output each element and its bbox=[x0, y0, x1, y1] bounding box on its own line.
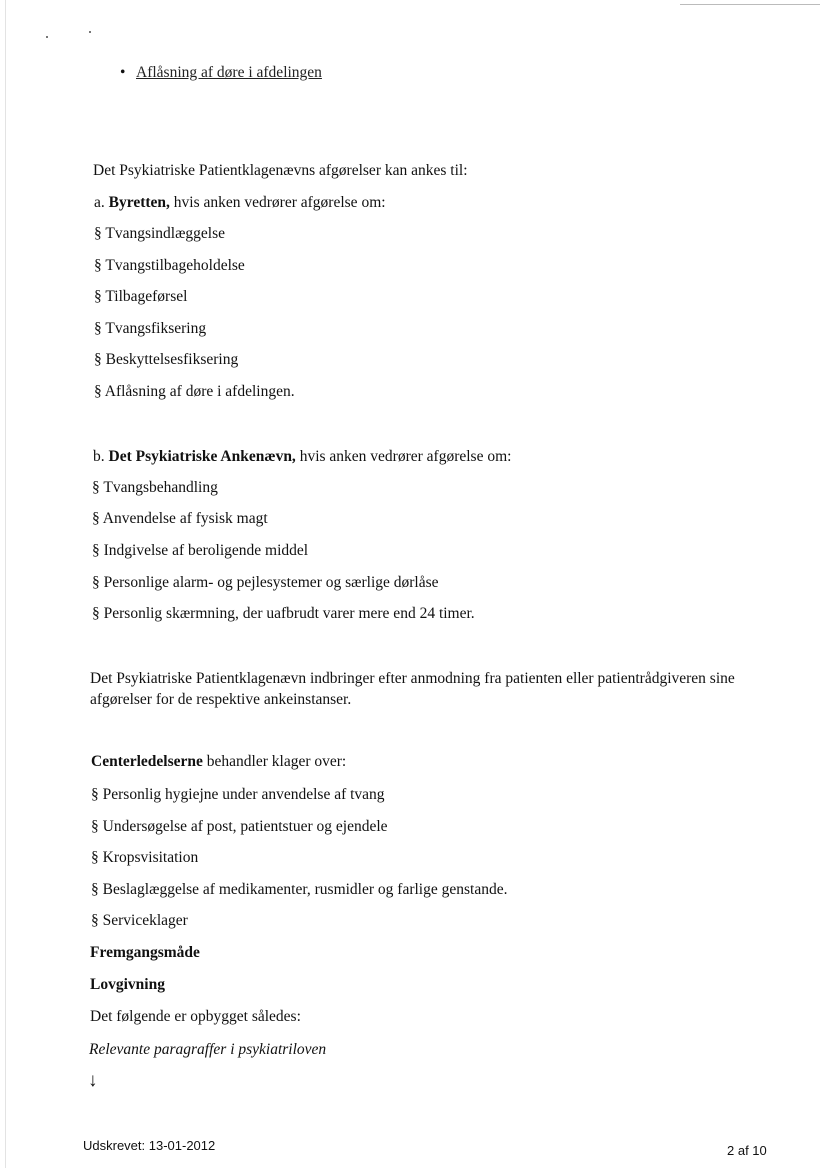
intro-text: Det Psykiatriske Patientklagenævns afgørelser kan ankes til: bbox=[93, 162, 468, 179]
heading-lovgivning: Lovgivning bbox=[90, 976, 165, 993]
section-a-prefix: a. bbox=[94, 194, 105, 211]
structure-text: Det følgende er opbygget således: bbox=[90, 1008, 301, 1025]
list-item: § Serviceklager bbox=[91, 912, 188, 929]
section-a-rest: hvis anken vedrører afgørelse om: bbox=[169, 194, 386, 211]
scan-edge-line bbox=[5, 0, 6, 1168]
list-item: § Undersøgelse af post, patientstuer og ejendele bbox=[91, 818, 388, 835]
list-item: § Kropsvisitation bbox=[91, 849, 199, 866]
page-number: 2 af 10 bbox=[727, 1143, 767, 1158]
section-b-prefix: b. bbox=[93, 448, 105, 465]
centre-rest: behandler klager over: bbox=[202, 753, 347, 770]
list-item: § Tvangsfiksering bbox=[94, 320, 207, 337]
italic-text: Relevante paragraffer i psykiatriloven bbox=[89, 1041, 327, 1058]
list-item: § Indgivelse af beroligende middel bbox=[92, 542, 309, 559]
top-bullet-item bbox=[120, 64, 322, 82]
list-item: § Beskyttelsesfiksering bbox=[94, 351, 239, 368]
scan-speck bbox=[89, 31, 91, 33]
list-item: § Beslaglæggelse af medikamenter, rusmidler og farlige genstande. bbox=[91, 881, 508, 898]
list-item: § Tvangsindlæggelse bbox=[94, 225, 226, 242]
heading-fremgangsmaade: Fremgangsmåde bbox=[90, 944, 200, 961]
section-a-bold: Byretten, bbox=[108, 194, 170, 211]
appeal-paragraph: Det Psykiatriske Patientklagenævn indbringer efter anmodning fra patienten eller patientrådgiveren sine afgørelser for de respektive ankeinstanser. bbox=[90, 670, 735, 708]
section-b-heading bbox=[93, 447, 511, 467]
down-arrow-icon: ↓ bbox=[88, 1070, 98, 1091]
printed-date: Udskrevet: 13-01-2012 bbox=[83, 1138, 216, 1153]
section-a-heading bbox=[94, 193, 386, 213]
list-item: § Aflåsning af døre i afdelingen. bbox=[94, 383, 295, 400]
list-item: § Personlig hygiejne under anvendelse af tvang bbox=[91, 786, 385, 803]
list-item: § Tvangsbehandling bbox=[92, 479, 218, 496]
list-item: § Tvangstilbageholdelse bbox=[94, 257, 245, 274]
section-b-rest: hvis anken vedrører afgørelse om: bbox=[295, 448, 512, 465]
list-item: § Tilbageførsel bbox=[94, 288, 188, 305]
centre-heading bbox=[91, 752, 346, 772]
scan-speck bbox=[46, 36, 48, 38]
scan-edge-line bbox=[680, 4, 820, 5]
list-item: § Anvendelse af fysisk magt bbox=[92, 510, 268, 527]
top-bullet-link[interactable]: Aflåsning af døre i afdelingen bbox=[136, 64, 322, 81]
bullet-marker: • bbox=[120, 64, 126, 81]
list-item: § Personlig skærmning, der uafbrudt varer mere end 24 timer. bbox=[92, 605, 475, 622]
centre-bold: Centerledelserne bbox=[91, 753, 203, 770]
list-item: § Personlige alarm- og pejlesystemer og særlige dørlåse bbox=[92, 574, 439, 591]
section-b-bold: Det Psykiatriske Ankenævn, bbox=[108, 448, 296, 465]
